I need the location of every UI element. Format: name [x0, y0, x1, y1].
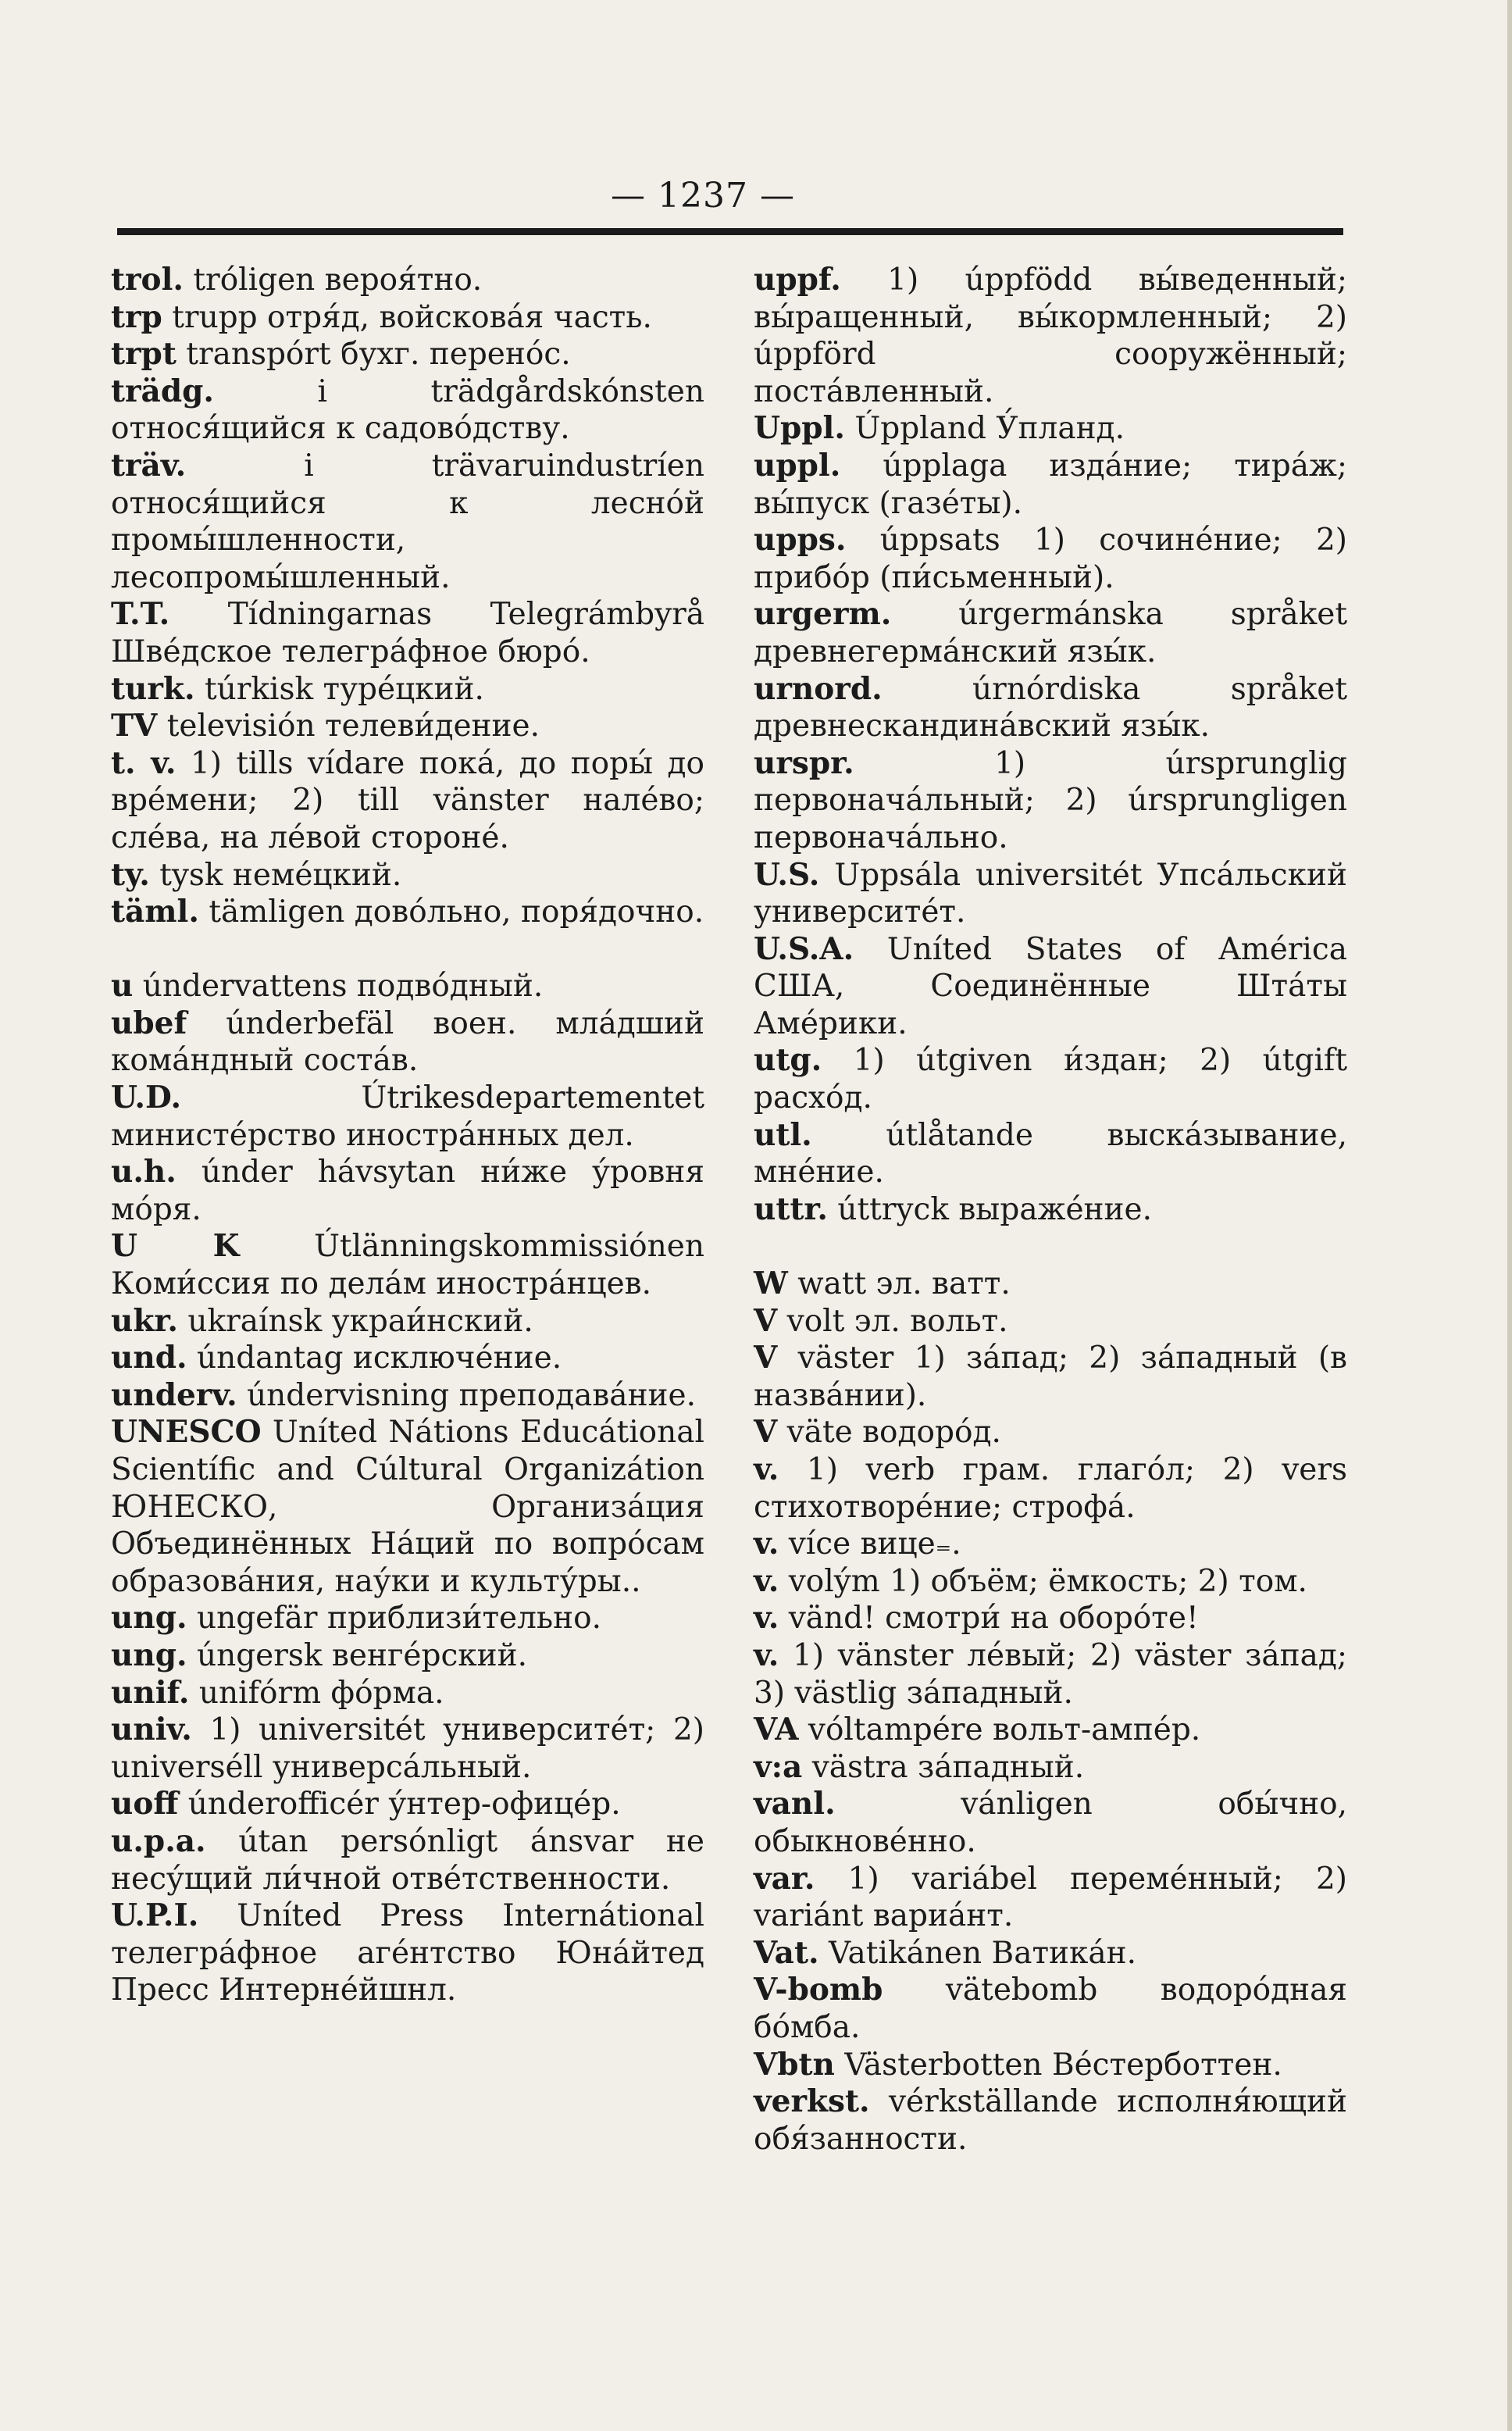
entry-abbreviation: ung.	[111, 1637, 187, 1673]
entry-definition: ukraínsk украи́нский.	[187, 1303, 533, 1339]
entry-abbreviation: vanl.	[754, 1786, 836, 1822]
entry-definition: tróligen вероя́тно.	[193, 262, 483, 298]
entry-abbreviation: utl.	[754, 1116, 812, 1153]
entry-definition: Útrikesdepartementet министе́рство иностра́нных дел.	[111, 1080, 704, 1153]
entry-abbreviation: V	[754, 1302, 778, 1339]
dictionary-entry	[754, 2083, 1347, 2158]
entry-definition: i trädgårdskónsten относя́щийся к садово́дству.	[111, 373, 704, 447]
dictionary-entry	[754, 1786, 1347, 1860]
entry-definition: watt эл. ватт.	[797, 1266, 1011, 1302]
entry-definition: 1) úppfödd вы́веденный; вы́ращенный, вы́кормленный; 2) úppförd сооружённый; поста́вленный.	[754, 262, 1347, 409]
entry-definition: 1) útgiven и́здан; 2) útgift расхо́д.	[754, 1043, 1347, 1116]
dictionary-entry	[111, 1228, 704, 1302]
entry-abbreviation: U.S.A.	[754, 930, 854, 967]
entry-definition: 1) universitét университе́т; 2) universéll универса́льный.	[111, 1712, 704, 1785]
dictionary-entry	[754, 1117, 1347, 1191]
dictionary-entry	[111, 671, 704, 709]
entry-abbreviation: W	[754, 1265, 788, 1302]
entry-definition: Uníted Nátions Educátional Scientífic and Cúltural Organizátion ЮНЕСКО, Организа́ция Объединённых На́ций по вопро́сам образова́ния, нау́ки и культу́ры..	[111, 1415, 704, 1599]
entry-definition: únderofficér у́нтер-офице́р.	[187, 1787, 621, 1822]
dictionary-entry	[754, 857, 1347, 931]
header-rule	[117, 228, 1343, 235]
entry-definition: 1) vänster ле́вый; 2) väster за́пад; 3) västlig за́падный.	[754, 1637, 1347, 1711]
entry-definition: úndervattens подво́дный.	[142, 969, 544, 1005]
entry-abbreviation: upps.	[754, 522, 847, 559]
entry-abbreviation: UNESCO	[111, 1414, 262, 1451]
entry-definition: úrnórdiska språket древнескандина́вский язы́к.	[754, 671, 1347, 744]
dictionary-entry	[111, 894, 704, 931]
entry-definition: vóltampére вольт-ампе́р.	[808, 1712, 1201, 1748]
entry-definition: vérkställande исполня́ющий обя́занности.	[754, 2084, 1347, 2157]
entry-abbreviation: u	[111, 968, 134, 1005]
dictionary-entry	[754, 1303, 1347, 1340]
entry-abbreviation: v.	[754, 1637, 779, 1673]
entry-definition: únder hávsytan ни́же у́ровня мо́ря.	[111, 1155, 704, 1227]
entry-definition: Vatikánen Ватика́н.	[828, 1935, 1137, 1971]
entry-definition: väster 1) за́пад; 2) за́падный (в назва́нии).	[754, 1340, 1348, 1413]
dictionary-entry	[754, 1265, 1347, 1303]
entry-abbreviation: underv.	[111, 1376, 237, 1413]
dictionary-entry	[754, 596, 1347, 670]
dictionary-entry	[111, 448, 704, 596]
dictionary-entry	[754, 931, 1347, 1043]
entry-abbreviation: urgerm.	[754, 596, 892, 633]
dictionary-entry	[111, 373, 704, 448]
dictionary-entry	[754, 1191, 1347, 1229]
entry-definition: úppsats 1) сочине́ние; 2) прибо́р (пи́сьменный).	[754, 523, 1347, 595]
dictionary-entry	[754, 671, 1347, 745]
dictionary-entry	[111, 708, 704, 745]
entry-abbreviation: verkst.	[754, 2083, 870, 2120]
entry-abbreviation: ubef	[111, 1005, 187, 1041]
entry-abbreviation: trpt	[111, 336, 177, 373]
entry-abbreviation: trol.	[111, 262, 184, 298]
entry-definition: úttryck выраже́ние.	[837, 1191, 1152, 1227]
dictionary-entry	[111, 1377, 704, 1415]
dictionary-entry	[111, 1340, 704, 1377]
dictionary-entry	[111, 262, 704, 299]
entry-abbreviation: v.	[754, 1526, 779, 1562]
entry-definition: Uníted Press Internátional телегра́фное аге́нтство Юна́йтед Пресс Интерне́йшнл.	[111, 1898, 704, 2008]
entry-abbreviation: und.	[111, 1340, 187, 1376]
dictionary-entry	[111, 1897, 704, 2009]
dictionary-entry	[754, 522, 1347, 596]
entry-definition: túrkisk туре́цкий.	[204, 671, 484, 707]
entry-abbreviation: v.	[754, 1600, 779, 1637]
entry-abbreviation: uoff	[111, 1786, 179, 1822]
dictionary-entry	[754, 2047, 1347, 2084]
dictionary-entry	[754, 1563, 1347, 1601]
entry-abbreviation: ung.	[111, 1600, 187, 1637]
dictionary-entry	[754, 1861, 1347, 1935]
entry-abbreviation: u.p.a.	[111, 1822, 206, 1859]
dictionary-entry	[754, 1340, 1347, 1414]
entry-abbreviation: uppl.	[754, 447, 841, 484]
entry-definition: úndantag исключе́ние.	[196, 1340, 562, 1376]
entry-definition: vánligen обы́чно, обыкнове́нно.	[754, 1787, 1347, 1859]
dictionary-entry	[111, 596, 704, 670]
dictionary-entry	[111, 299, 704, 337]
entry-abbreviation: u.h.	[111, 1154, 177, 1191]
entry-definition: Úppland У́планд.	[854, 411, 1125, 447]
entry-definition: ungefär приблизи́тельно.	[196, 1601, 601, 1637]
dictionary-entry	[111, 1414, 704, 1600]
entry-definition: tämligen дово́льно, поря́дочно.	[209, 894, 704, 930]
entry-definition: i trävaruindustríen относя́щийся к лесно́й промы́шленности, лесопромы́шленный.	[111, 448, 704, 595]
entry-definition: úpplaga изда́ние; тира́ж; вы́пуск (газе́ты).	[754, 448, 1347, 521]
entry-abbreviation: Uppl.	[754, 410, 845, 447]
entry-abbreviation: univ.	[111, 1712, 192, 1748]
dictionary-entry	[754, 1637, 1347, 1712]
entry-definition: Tídningarnas Telegrámbyrå Шве́дское телегра́фное бюро́.	[111, 597, 704, 669]
dictionary-entry	[754, 1414, 1347, 1451]
entry-abbreviation: v.	[754, 1562, 779, 1599]
entry-abbreviation: Vbtn	[754, 2046, 835, 2083]
entry-definition: útan persónligt ánsvar не несу́щий ли́чной отве́тственности.	[111, 1823, 704, 1897]
entry-definition: Útlänningskommissiónen Коми́ссия по дела́м иностра́нцев.	[111, 1229, 704, 1302]
entry-definition: vänd! смотри́ на оборо́те!	[788, 1601, 1199, 1637]
entry-definition: Uníted States of América США, Соединённые Шта́ты Аме́рики.	[754, 931, 1347, 1041]
section-gap	[111, 931, 704, 969]
entry-abbreviation: utg.	[754, 1042, 822, 1079]
entry-abbreviation: turk.	[111, 670, 195, 707]
entry-abbreviation: ukr.	[111, 1302, 178, 1339]
dictionary-entry	[754, 1042, 1347, 1116]
entry-definition: tysk неме́цкий.	[159, 857, 402, 893]
entry-definition: 1) úrsprunglig первонача́льный; 2) úrsprungligen первонача́льно.	[754, 745, 1347, 855]
entry-abbreviation: U K	[111, 1228, 240, 1265]
entry-abbreviation: U.P.I.	[111, 1897, 199, 1934]
entry-definition: unifórm фо́рма.	[198, 1675, 444, 1711]
entry-abbreviation: täml.	[111, 894, 199, 930]
entry-definition: västra за́падный.	[811, 1749, 1085, 1785]
dictionary-entry	[754, 1972, 1347, 2046]
dictionary-entry	[111, 1823, 704, 1897]
entry-abbreviation: v.	[754, 1451, 779, 1487]
entry-definition: úngersk венге́рский.	[196, 1637, 528, 1673]
dictionary-entry	[754, 1451, 1347, 1526]
entry-abbreviation: V-bomb	[754, 1972, 883, 2008]
entry-definition: Uppsála universitét Упса́льский университе́т.	[754, 857, 1347, 930]
entry-definition: vätebomb водоро́дная бо́мба.	[754, 1972, 1347, 2045]
entry-abbreviation: unif.	[111, 1674, 190, 1711]
dictionary-entry	[754, 745, 1347, 857]
dictionary-entry	[111, 1637, 704, 1675]
entry-definition: útlåtande выска́зывание, мне́ние.	[754, 1117, 1347, 1191]
entry-abbreviation: V	[754, 1340, 778, 1376]
entry-abbreviation: var.	[754, 1860, 815, 1897]
entry-abbreviation: T.T.	[111, 596, 170, 633]
entry-abbreviation: ty.	[111, 856, 150, 893]
dictionary-entry	[111, 1080, 704, 1154]
dictionary-entry	[111, 1005, 704, 1080]
left-column	[111, 262, 704, 2009]
entry-abbreviation: VA	[754, 1712, 799, 1748]
dictionary-entry	[754, 1935, 1347, 1972]
entry-abbreviation: V	[754, 1414, 778, 1451]
dictionary-entry	[111, 857, 704, 894]
entry-abbreviation: Vat.	[754, 1934, 819, 1971]
entry-definition: trupp отря́д, войскова́я часть.	[172, 299, 652, 335]
dictionary-entry	[754, 1526, 1347, 1563]
entry-definition: úrgermánska språket древнегерма́нский язы́к.	[754, 597, 1347, 669]
entry-definition: volým 1) объём; ёмкость; 2) том.	[788, 1563, 1307, 1599]
entry-definition: úndervisning преподава́ние.	[247, 1377, 697, 1413]
dictionary-entry	[111, 1712, 704, 1786]
entry-abbreviation: trädg.	[111, 373, 214, 409]
page-number: — 1237 —	[611, 176, 795, 216]
section-gap	[754, 1228, 1347, 1265]
entry-abbreviation: uppf.	[754, 262, 841, 298]
entry-definition: väte водоро́д.	[786, 1415, 1001, 1451]
dictionary-entry	[754, 1600, 1347, 1637]
entry-definition: volt эл. вольт.	[786, 1303, 1008, 1339]
dictionary-entry	[111, 968, 704, 1005]
entry-abbreviation: U.S.	[754, 856, 820, 893]
dictionary-entry	[111, 1600, 704, 1637]
entry-definition: 1) tills vídare пока́, до поры́ до вре́мени; 2) till vänster нале́во; сле́ва, на ле́вой стороне́.	[111, 745, 704, 855]
entry-abbreviation: uttr.	[754, 1191, 828, 1227]
entry-definition: Västerbotten Ве́стерботтен.	[844, 2047, 1282, 2083]
entry-abbreviation: urspr.	[754, 744, 854, 781]
entry-abbreviation: v:a	[754, 1748, 803, 1785]
entry-definition: 1) variábel переме́нный; 2) variánt вариа́нт.	[754, 1861, 1347, 1934]
dictionary-entry	[754, 1749, 1347, 1787]
entry-abbreviation: träv.	[111, 447, 187, 484]
dictionary-entry	[111, 1303, 704, 1340]
entry-definition: televisión телеви́дение.	[166, 709, 540, 744]
dictionary-entry	[754, 410, 1347, 448]
dictionary-entry	[754, 1712, 1347, 1749]
entry-abbreviation: TV	[111, 708, 158, 744]
entry-definition: více вице₌.	[788, 1526, 961, 1562]
entry-abbreviation: trp	[111, 298, 162, 335]
entry-definition: 1) verb грам. глаго́л; 2) vers стихотворе́ние; строфа́.	[754, 1452, 1347, 1525]
dictionary-entry	[111, 1675, 704, 1712]
entry-abbreviation: t. v.	[111, 744, 177, 781]
dictionary-entry	[754, 448, 1347, 522]
right-column	[754, 262, 1347, 2158]
entry-abbreviation: U.D.	[111, 1080, 182, 1116]
entry-definition: únderbefäl воен. мла́дший кома́ндный соста́в.	[111, 1005, 704, 1079]
dictionary-entry	[111, 336, 704, 373]
dictionary-entry	[111, 1786, 704, 1823]
entry-abbreviation: urnord.	[754, 670, 883, 707]
dictionary-entry	[111, 1154, 704, 1228]
dictionary-entry	[754, 262, 1347, 410]
dictionary-entry	[111, 745, 704, 857]
entry-definition: transpórt бухг. перено́с.	[186, 337, 571, 373]
